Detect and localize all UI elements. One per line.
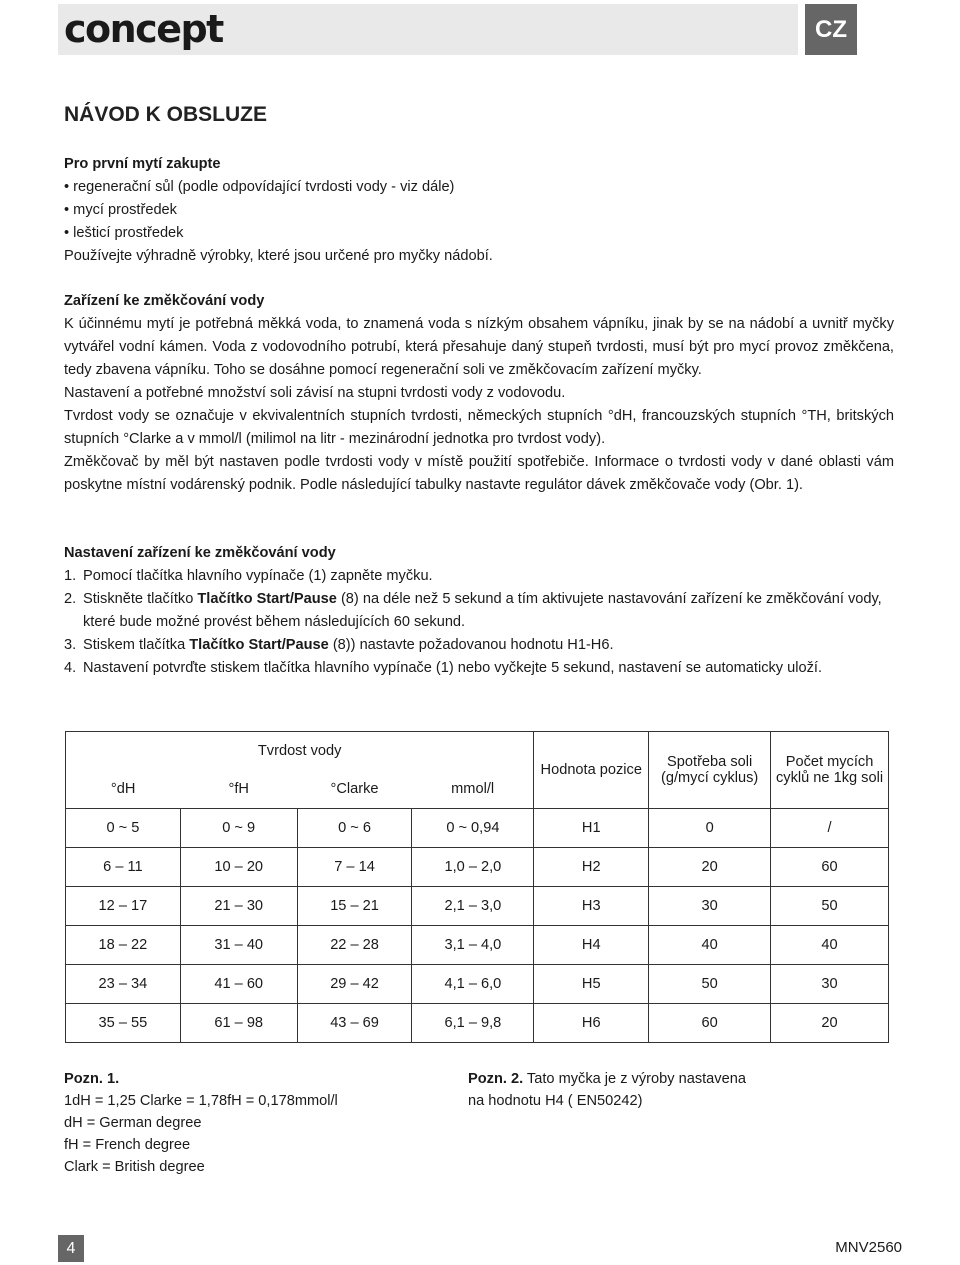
- table-cell: 6 – 11: [66, 848, 181, 887]
- table-cell: 31 – 40: [180, 926, 297, 965]
- softener-section: [64, 290, 894, 497]
- table-row: [66, 809, 889, 848]
- table-cell: 20: [771, 1004, 889, 1043]
- softener-paragraph: Nastavení a potřebné množství soli závisí na stupni tvrdosti vody z vodovodu.: [64, 385, 566, 401]
- table-cell: H4: [534, 926, 649, 965]
- softener-paragraph: Změkčovač by měl být nastaven podle tvrdosti vody v místě použití spotřebiče. Informace o tvrdosti vody v dané oblasti vám poskytne místní vodárenský podnik. Podle následující tabulky nastavte regulátor dávek změkčovače vody (Obr. 1).: [64, 454, 894, 493]
- table-cell: 0 ~ 0,94: [412, 809, 534, 848]
- softener-heading: Zařízení ke změkčování vody: [64, 293, 265, 309]
- setting-step-text: Stiskem tlačítka: [83, 637, 190, 653]
- table-cell: 23 – 34: [66, 965, 181, 1004]
- table-cell: 0 ~ 6: [297, 809, 412, 848]
- table-cell: H3: [534, 887, 649, 926]
- setting-step: [64, 657, 894, 680]
- setting-step-number: 4.: [64, 660, 77, 676]
- table-cell: 40: [649, 926, 771, 965]
- table-cell: 15 – 21: [297, 887, 412, 926]
- setting-step-number: 2.: [64, 591, 77, 607]
- setting-step: [64, 634, 894, 657]
- note-2-title: Pozn. 2.: [468, 1071, 524, 1087]
- button-name-text: Tlačítko Start/Pause: [197, 591, 337, 607]
- setting-step: [64, 565, 894, 588]
- note-1-line: dH = German degree: [64, 1115, 202, 1131]
- table-cell: 60: [649, 1004, 771, 1043]
- note-1: [64, 1068, 338, 1178]
- language-tab: CZ: [805, 4, 857, 55]
- table-cell: 20: [649, 848, 771, 887]
- table-cell: H6: [534, 1004, 649, 1043]
- table-cell: 12 – 17: [66, 887, 181, 926]
- page-number: 4: [58, 1235, 84, 1262]
- table-row: [66, 926, 889, 965]
- table-cell: 30: [649, 887, 771, 926]
- first-wash-item: • lešticí prostředek: [64, 225, 184, 241]
- mmol-header: mmol/l: [412, 770, 534, 809]
- table-row: [66, 887, 889, 926]
- clarke-header: °Clarke: [297, 770, 412, 809]
- note-1-line: 1dH = 1,25 Clarke = 1,78fH = 0,178mmol/l: [64, 1093, 338, 1109]
- table-cell: /: [771, 809, 889, 848]
- setting-heading: Nastavení zařízení ke změkčování vody: [64, 545, 336, 561]
- table-cell: 0 ~ 5: [66, 809, 181, 848]
- softener-paragraph: K účinnému mytí je potřebná měkká voda, to znamená voda s nízkým obsahem vápníku, jinak by se na nádobí a uvnitř myčky vytvářel vodní kámen. Voda z vodovodního potrubí, která přesahuje daný stupeň tvrdosti, musí být pro mycí provoz změkčena, tedy zbavena vápníku. Toho se dosáhne pomocí regenerační soli ve změkčovacím zařízení myčky.: [64, 316, 894, 378]
- setting-step-text: (8)) nastavte požadovanou hodnotu H1-H6.: [328, 637, 614, 653]
- concept-logo: concept: [64, 7, 223, 51]
- dh-header: °dH: [66, 770, 181, 809]
- water-hardness-table: [65, 731, 889, 1043]
- table-cell: 43 – 69: [297, 1004, 412, 1043]
- first-wash-note: Používejte výhradně výrobky, které jsou určené pro myčky nádobí.: [64, 248, 493, 264]
- setting-step-text: (8) na déle než 5 sekund a tím aktivujete nastavování zařízení ke změkčování vody, které bude možné provést během následujících 60 sekund.: [83, 591, 882, 630]
- fh-header: °fH: [180, 770, 297, 809]
- table-cell: 60: [771, 848, 889, 887]
- table-cell: 40: [771, 926, 889, 965]
- table-cell: 50: [771, 887, 889, 926]
- note-2: [468, 1068, 746, 1112]
- table-cell: 30: [771, 965, 889, 1004]
- softener-paragraph: Tvrdost vody se označuje v ekvivalentních stupních tvrdosti, německých stupních °dH, francouzských stupních °TH, britských stupních °Clarke a v mmol/l (milimol na litr - mezinárodní jednotka pro tvrdost vody).: [64, 408, 894, 447]
- first-wash-item: • regenerační sůl (podle odpovídající tvrdosti vody - viz dále): [64, 179, 455, 195]
- table-cell: H2: [534, 848, 649, 887]
- position-header: Hodnota pozice: [534, 732, 649, 809]
- setting-step-number: 3.: [64, 637, 77, 653]
- first-wash-item: • mycí prostředek: [64, 202, 177, 218]
- first-wash-heading: Pro první mytí zakupte: [64, 156, 221, 172]
- table-cell: 18 – 22: [66, 926, 181, 965]
- table-cell: 35 – 55: [66, 1004, 181, 1043]
- setting-step-text: Nastavení potvrďte stiskem tlačítka hlavního vypínače (1) nebo vyčkejte 5 sekund, nastavení se automaticky uloží.: [83, 660, 823, 676]
- salt-consumption-header: Spotřeba soli (g/mycí cyklus): [649, 732, 771, 809]
- note-2-text: Tato myčka je z výroby nastavena: [523, 1071, 746, 1087]
- model-number: MNV2560: [835, 1239, 902, 1256]
- table-cell: 6,1 – 9,8: [412, 1004, 534, 1043]
- table-cell: 50: [649, 965, 771, 1004]
- table-cell: 29 – 42: [297, 965, 412, 1004]
- table-cell: 1,0 – 2,0: [412, 848, 534, 887]
- setting-step-text: Pomocí tlačítka hlavního vypínače (1) zapněte myčku.: [83, 568, 433, 584]
- table-row: [66, 965, 889, 1004]
- table-cell: 4,1 – 6,0: [412, 965, 534, 1004]
- table-row: [66, 1004, 889, 1043]
- table-cell: H5: [534, 965, 649, 1004]
- table-cell: 61 – 98: [180, 1004, 297, 1043]
- first-wash-section: [64, 153, 894, 268]
- setting-step-number: 1.: [64, 568, 77, 584]
- table-cell: 21 – 30: [180, 887, 297, 926]
- table-cell: H1: [534, 809, 649, 848]
- note-1-title: Pozn. 1.: [64, 1071, 120, 1087]
- table-row: [66, 848, 889, 887]
- table-cell: 0: [649, 809, 771, 848]
- setting-step-text: Stiskněte tlačítko: [83, 591, 198, 607]
- table-cell: 7 – 14: [297, 848, 412, 887]
- note-2-text: na hodnotu H4 ( EN50242): [468, 1093, 643, 1109]
- note-1-line: fH = French degree: [64, 1137, 191, 1153]
- table-cell: 0 ~ 9: [180, 809, 297, 848]
- water-hardness-header: Tvrdost vody: [66, 732, 534, 771]
- table-cell: 41 – 60: [180, 965, 297, 1004]
- table-cell: 3,1 – 4,0: [412, 926, 534, 965]
- setting-section: [64, 542, 894, 680]
- note-1-line: Clark = British degree: [64, 1159, 205, 1175]
- page-title: NÁVOD K OBSLUZE: [64, 103, 268, 126]
- setting-step: [64, 588, 894, 634]
- table-cell: 10 – 20: [180, 848, 297, 887]
- button-name-text: Tlačítko Start/Pause: [189, 637, 329, 653]
- table-cell: 22 – 28: [297, 926, 412, 965]
- table-cell: 2,1 – 3,0: [412, 887, 534, 926]
- cycles-header: Počet mycích cyklů ne 1kg soli: [771, 732, 889, 809]
